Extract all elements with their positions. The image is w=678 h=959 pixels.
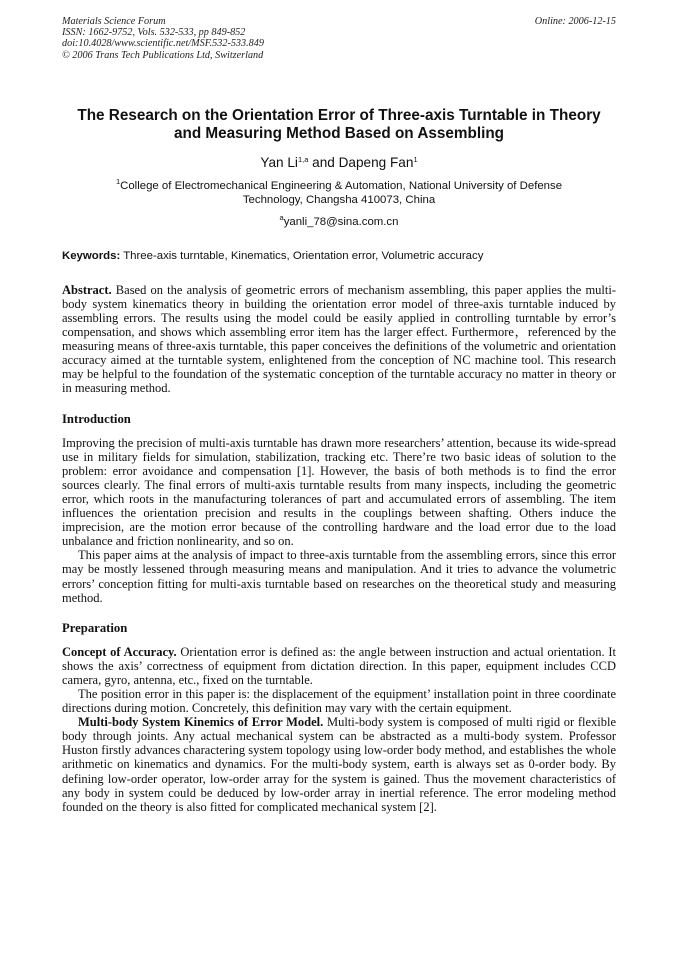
multibody-paragraph	[62, 715, 616, 814]
issn-line: ISSN: 1662-9752, Vols. 532-533, pp 849-852	[62, 27, 246, 39]
copyright-line: © 2006 Trans Tech Publications Ltd, Switzerland	[62, 49, 264, 61]
affiliation-text: College of Electromechanical Engineering & Automation, National University of Defense Technology, Changsha 410073, China	[120, 179, 563, 206]
abstract-text: Based on the analysis of geometric errors of mechanism assembling, this paper applies the multi-body system kinematics theory in building the orientation error model of three-axis turntable induced by assembling errors. The results using the model could be easily applied in controlling turntable by error’s compensation, and shows which assembling error item has the larger effect. Furthermore，referenced by the measuring means of three-axis turntable, this paper conceives the definitions of the volumetric and orientation accuracy aimed at the turntable system, enlightened from the conception of NC machine tool. This research may be helpful to the foundation of the systematic conception of the turntable accuracy no matter in theory or in measuring method.	[62, 282, 616, 396]
introduction-paragraph: This paper aims at the analysis of impact to three-axis turntable from the assembling errors, since this error may be mostly lessened through measuring means and manipulation. And it tries to advance the volumetric errors’ conception fitting for multi-axis turntable based on researches on the theoretical study and measuring method.	[62, 548, 616, 605]
position-error-paragraph: The position error in this paper is: the displacement of the equipment’ installation point in three coordinate directions during motion. Concretely, this definition may vary with the certain equipment.	[62, 686, 616, 716]
section-heading-preparation: Preparation	[62, 620, 128, 635]
journal-name: Materials Science Forum	[62, 16, 166, 27]
author-name: Dapeng Fan	[338, 154, 414, 170]
affiliation	[62, 176, 616, 207]
accuracy-label: Concept of Accuracy.	[62, 644, 177, 659]
section-heading-introduction: Introduction	[62, 411, 131, 426]
affiliation-superscript: 1	[115, 176, 121, 186]
online-date: Online: 2006-12-15	[534, 16, 616, 27]
author-superscript: 1,a	[297, 154, 309, 164]
journal-header	[62, 16, 616, 61]
email-address: yanli_78@sina.com.cn	[283, 215, 399, 228]
keywords-label: Keywords:	[62, 249, 121, 262]
keywords	[62, 249, 616, 263]
accuracy-paragraph	[62, 645, 616, 687]
accuracy-text: Orientation error is defined as: the angle between instruction and actual orientation. It shows the axis’ correctness of equipment from dictation direction. In this paper, equipment includes CCD camera, gyro, antenna, etc., fixed on the turntable.	[62, 644, 616, 687]
multibody-text: Multi-body system is composed of multi rigid or flexible body through joints. Any actual mechanical system can be abstracted as a multi-body system. Professor Huston firstly advances charactering system topology using low-order body method, and establishes the whole arithmetic on kinematics and dynamics. For the multi-body system, earth is always set as 0-order body. By defining low-order operator, low-order array for the system is gained. Thus the movement characteristics of any body in system could be deduced by low-order array in inertial reference. The error modeling method founded on the theory is also fitted for complicated mechanical system [2].	[62, 715, 616, 814]
author-name: Yan Li	[260, 154, 298, 170]
email-superscript: a	[279, 212, 284, 222]
author-superscript: 1	[413, 154, 418, 164]
introduction-paragraph: Improving the precision of multi-axis turntable has drawn more researchers’ attention, because its wide-spread use in military fields for simulation, stabilization, tracking etc. There’re two basic ideas of solution to the problem: error avoidance and compensation [1]. However, the basis of both methods is to find the error sources clearly. The final errors of multi-axis turntable results from many inspects, including the geometric error, which roots in the manufacturing tolerances of part and accumulated errors of assembling. The item influences the orientation precision and results in the couplings between shafting. Others induce the imprecision, are the motion error because of the controlling hardware and the load error due to the load unbalance and friction nonlinearity, and so on.	[62, 435, 616, 549]
abstract-label: Abstract.	[62, 282, 112, 297]
author-email	[62, 212, 616, 229]
doi-line: doi:10.4028/www.scientific.net/MSF.532-533.849	[62, 38, 264, 50]
author-conjunction: and	[308, 154, 339, 170]
abstract	[62, 283, 616, 396]
keywords-text: Three-axis turntable, Kinematics, Orientation error, Volumetric accuracy	[120, 249, 484, 262]
multibody-label: Multi-body System Kinemics of Error Model.	[78, 715, 324, 730]
paper-title: The Research on the Orientation Error of Three-axis Turntable in Theory and Measuring Method Based on Assembling	[77, 106, 601, 142]
author-line	[62, 155, 616, 171]
